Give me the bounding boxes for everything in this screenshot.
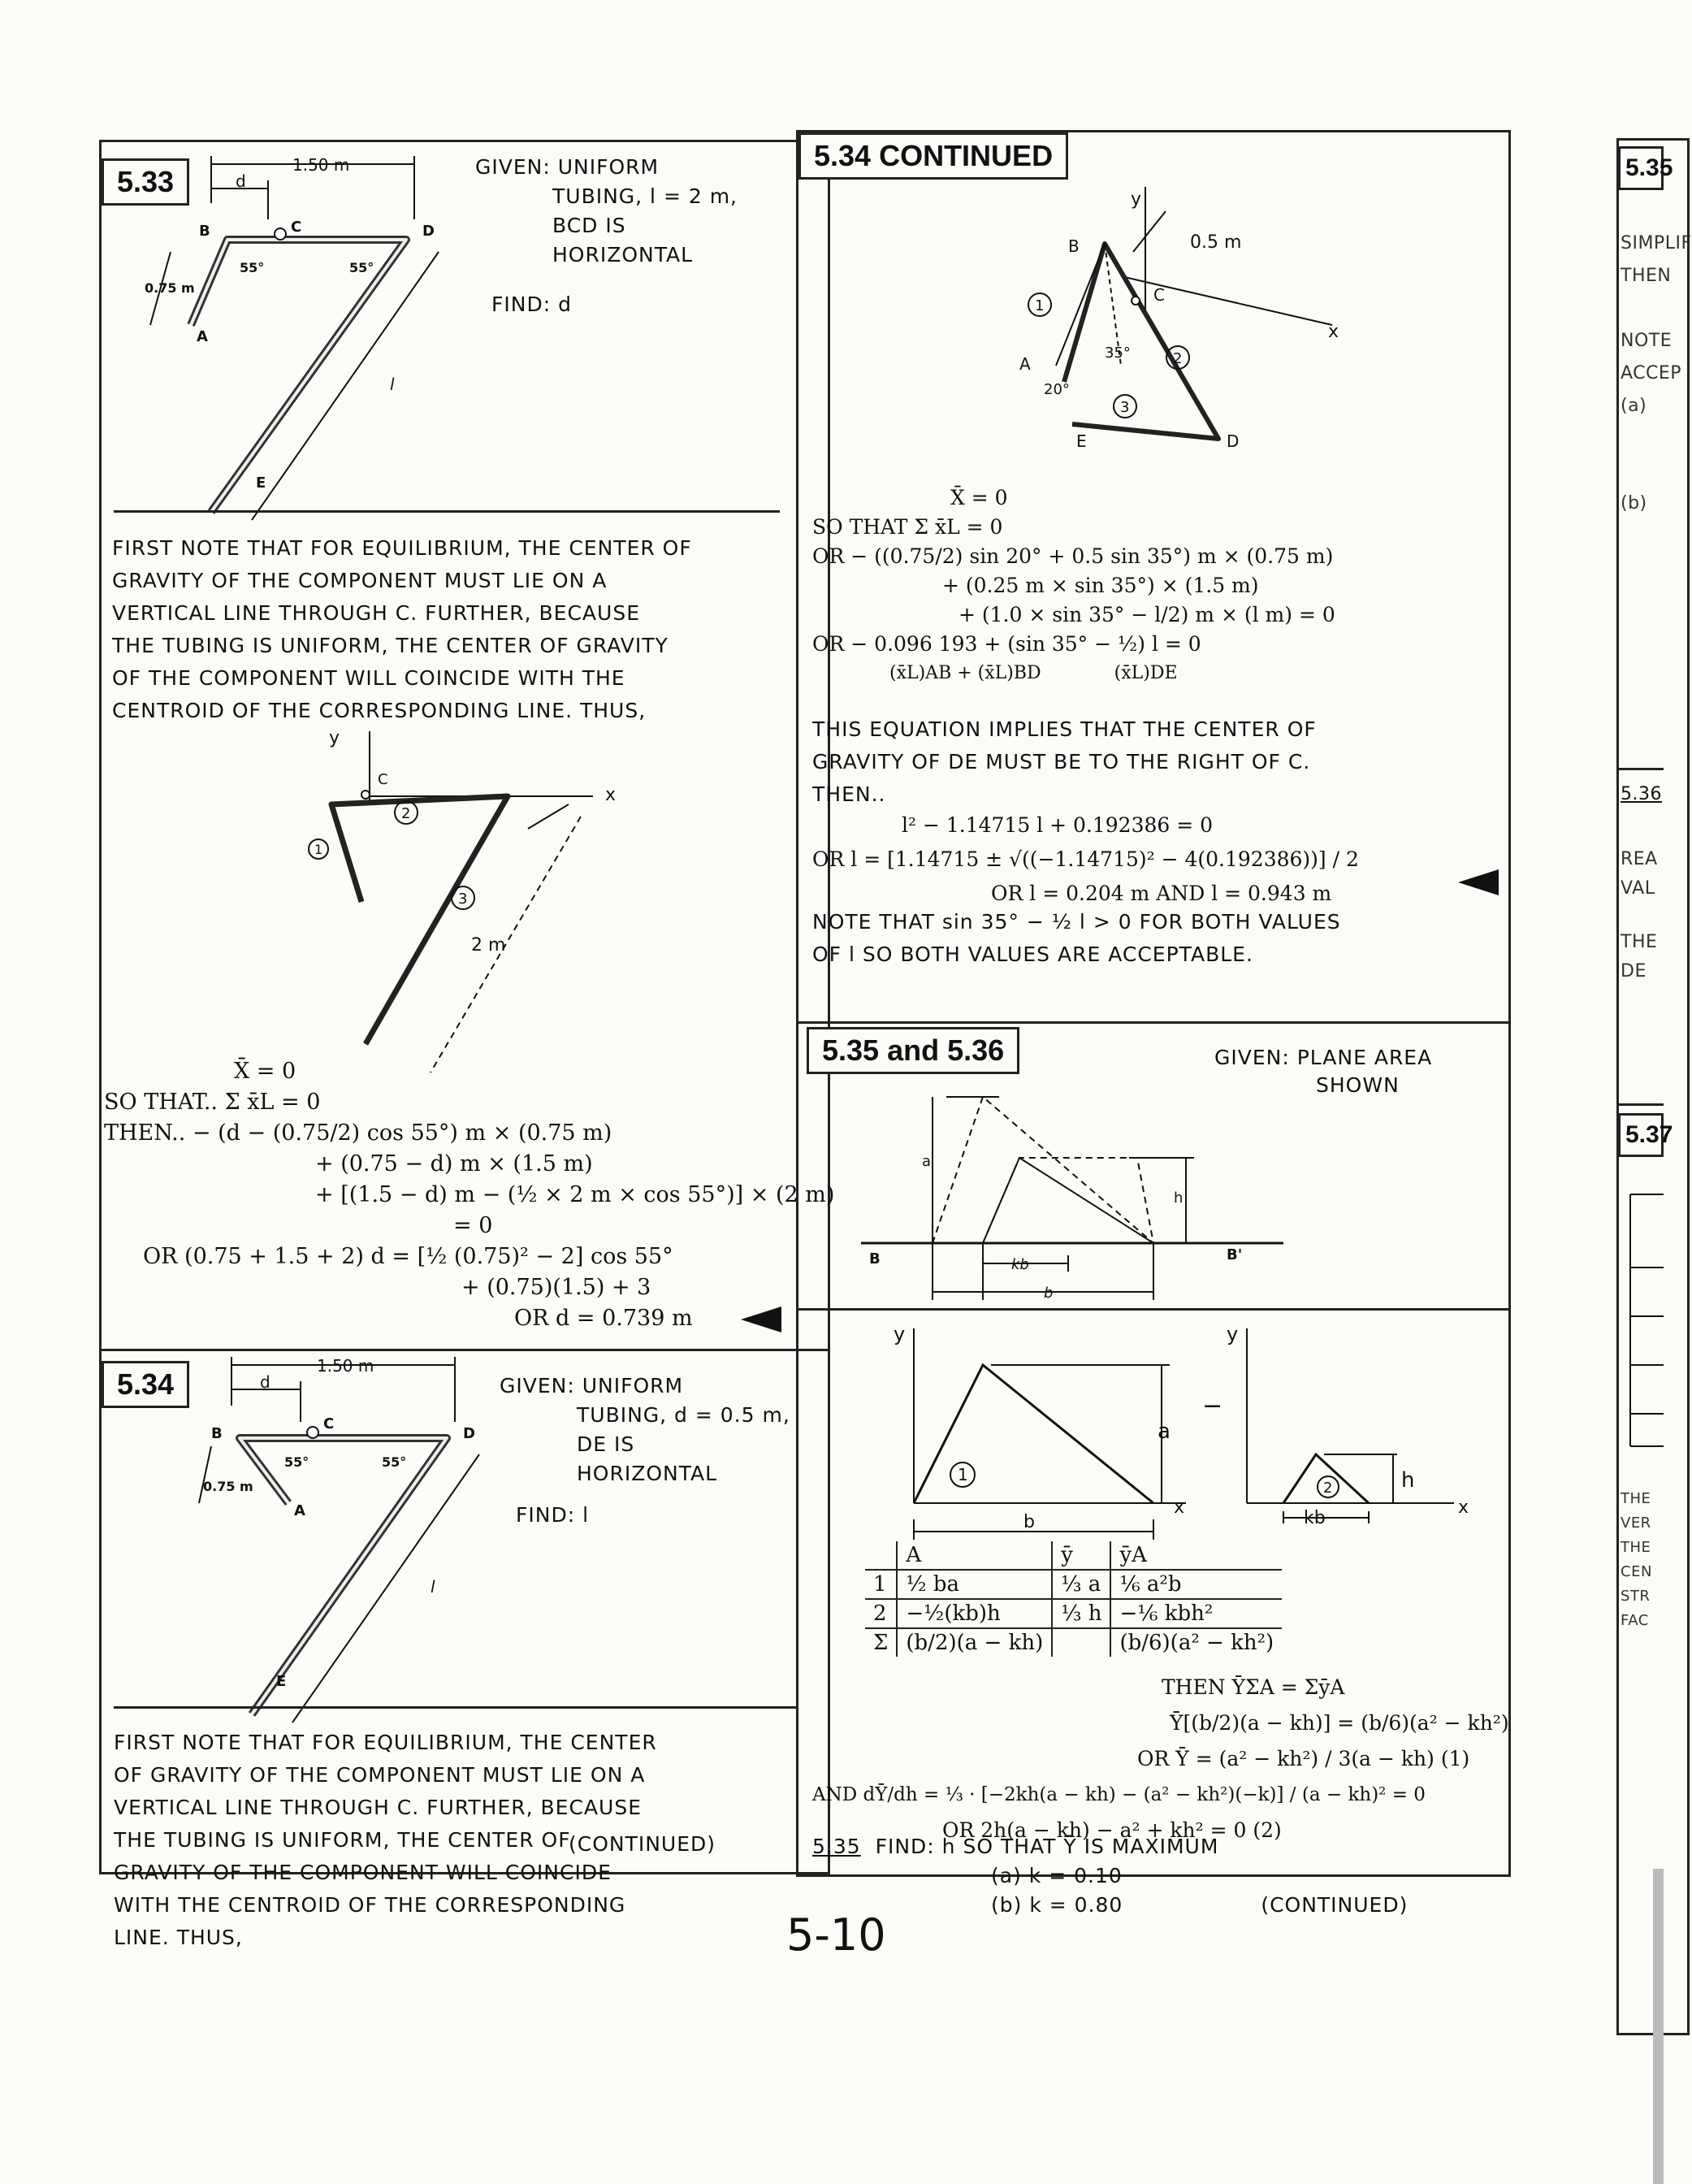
fig534c-C: C — [1153, 285, 1165, 305]
answer-marker-5-34 — [1458, 869, 1499, 895]
divider-534c-535 — [796, 1021, 1511, 1024]
fig534-ang1: 55° — [284, 1454, 309, 1470]
fig534c-ang20: 20° — [1044, 381, 1070, 398]
fig535b-y1: y — [894, 1323, 906, 1346]
fig533-D: D — [422, 223, 435, 240]
fig535b-minus: − — [1202, 1392, 1223, 1420]
eqs-5-34-continued: X̄ = 0 SO THAT Σ x̄L = 0 OR − ((0.75/2) sin 20° + 0.5 sin 35°) m × (0.75 m) + (0.25 m × sin 35°) × (1.5 m) + (1.0 × sin 35° − l/2) m × (l m) = 0 OR − 0.096 193 + (sin 35° − ½) l = 0 (x̄L)AB + (x̄L)BD (x̄L)DE — [812, 486, 1335, 683]
given-5-35: GIVEN: PLANE AREA SHOWN — [1214, 1046, 1433, 1097]
given-5-33: GIVEN: UNIFORM TUBING, l = 2 m, BCD IS HORIZONTAL — [475, 155, 738, 266]
figure-5-35-decomposition — [861, 1324, 1511, 1536]
fig535-a: a — [922, 1153, 932, 1170]
table-row: 1 ½ ba ⅓ a ⅙ a²b — [865, 1570, 1282, 1599]
fig534c-A: A — [1019, 354, 1031, 374]
right-lines-c: THE VER THE CEN STR FAC — [1621, 1490, 1652, 1629]
fig534c-y: y — [1131, 189, 1142, 210]
problem-label-5-37-right: 5.37 — [1618, 1113, 1664, 1157]
answer-marker-5-33 — [741, 1306, 781, 1332]
fig533c-x: x — [605, 785, 617, 805]
right-figure-5-37 — [1621, 1178, 1664, 1454]
fig534-l: l — [431, 1577, 435, 1597]
fig535b-y2: y — [1227, 1323, 1239, 1346]
table-row: A ȳ ȳA — [865, 1541, 1282, 1570]
fig533c-n2: 2 — [401, 805, 411, 822]
fig535b-x1: x — [1174, 1497, 1185, 1518]
fig535-kb: kb — [1011, 1256, 1029, 1273]
fig535-b: b — [1044, 1285, 1054, 1302]
page-number: 5-10 — [786, 1909, 886, 1961]
rule-5-34 — [114, 1706, 796, 1709]
figure-5-34 — [195, 1357, 504, 1722]
fig534-len-top: 1.50 m — [317, 1356, 374, 1376]
find-5-33: FIND: d — [491, 292, 572, 316]
fig535b-kb: kb — [1304, 1508, 1326, 1528]
text-5-34-continued: THIS EQUATION IMPLIES THAT THE CENTER OF GRAVITY OF DE MUST BE TO THE RIGHT OF C. THEN.. — [812, 717, 1317, 806]
fig535-h: h — [1174, 1190, 1184, 1207]
fig534c-x: x — [1328, 322, 1339, 342]
eqs-5-35: THEN ȲΣA = ΣȳA Ȳ[(b/2)(a − kh)] = (b/6)(a² − kh²) OR Ȳ = (a² − kh²) / 3(a − kh) (1) AND dȲ/dh = ⅓ · [−2kh(a − kh) − (a² − kh²)(−k)] / (a − kh)² = 0 OR 2h(a − kh) − a² + kh² = 0 (2) — [812, 1675, 1509, 1842]
fig535-B: B — [869, 1250, 881, 1268]
fig533c-len: 2 m — [471, 935, 506, 956]
problem-label-5-34-continued: 5.34 CONTINUED — [798, 132, 1068, 180]
fig535b-a: a — [1158, 1419, 1171, 1444]
text-5-34: FIRST NOTE THAT FOR EQUILIBRIUM, THE CENTER OF GRAVITY OF THE COMPONENT MUST LIE ON A VERTICAL LINE THROUGH C. FURTHER, BECAUSE THE TUBING IS UNIFORM, THE CENTER OF GRAVITY OF THE COMPONENT WILL COINCIDE WITH THE CENTROID OF THE CORRESPONDING LINE. THUS, — [114, 1731, 657, 1949]
fig535b-n2: 2 — [1323, 1480, 1333, 1497]
fig533-l: l — [390, 375, 395, 394]
rule-5-33 — [114, 510, 780, 513]
fig534-D: D — [463, 1425, 475, 1442]
fig534c-E: E — [1076, 431, 1087, 451]
fig535-B2: B' — [1227, 1246, 1243, 1263]
fig534-B: B — [211, 1425, 223, 1442]
problem-label-5-35-and-5-36: 5.35 and 5.36 — [807, 1027, 1019, 1074]
right-rule-2 — [1616, 1103, 1664, 1106]
figure-5-34-continued — [1007, 187, 1348, 479]
problem-label-5-33: 5.33 — [102, 158, 189, 206]
fig533-len-top: 1.50 m — [292, 155, 350, 175]
fig533c-n1: 1 — [314, 842, 323, 857]
right-lines-b: REA VAL THE DE — [1621, 849, 1658, 982]
text-5-33: FIRST NOTE THAT FOR EQUILIBRIUM, THE CENTER OF GRAVITY OF THE COMPONENT MUST LIE ON A VERTICAL LINE THROUGH C. FURTHER, BECAUSE THE TUBING IS UNIFORM, THE CENTER OF GRAVITY OF THE COMPONENT WILL COINCIDE WITH THE CENTROID OF THE CORRESPONDING LINE. THUS, — [112, 536, 692, 722]
fig533-ang1: 55° — [240, 260, 265, 275]
fig533-len-ab: 0.75 m — [145, 280, 195, 296]
fig534c-D: D — [1227, 431, 1240, 451]
table-row: 2 −½(kb)h ⅓ h −⅙ kbh² — [865, 1599, 1282, 1628]
fig533c-y: y — [329, 728, 340, 748]
find-5-34: FIND: l — [516, 1503, 590, 1527]
fig534-A: A — [294, 1502, 305, 1519]
fig534c-n1: 1 — [1035, 297, 1045, 314]
fig535b-h: h — [1401, 1468, 1415, 1493]
fig534-len-ab: 0.75 m — [203, 1479, 253, 1494]
fig534c-n3: 3 — [1120, 399, 1130, 416]
fig533-ang2: 55° — [349, 260, 374, 275]
fig535b-b: b — [1023, 1512, 1035, 1532]
eqs2-5-34-continued: l² − 1.14715 l + 0.192386 = 0 OR l = [1.14715 ± √((−1.14715)² − 4(0.192386))] / 2 OR l = 0.204 m AND l = 0.943 m — [812, 813, 1359, 905]
fig534-C: C — [323, 1415, 335, 1432]
table-row: Σ (b/2)(a − kh) (b/6)(a² − kh²) — [865, 1628, 1282, 1657]
fig533-C: C — [291, 219, 302, 236]
continued-5-34: (CONTINUED) — [569, 1832, 716, 1856]
fig534c-len: 0.5 m — [1190, 232, 1242, 253]
fig533-d: d — [236, 171, 246, 191]
problem-label-5-35-right: 5.35 — [1618, 146, 1664, 190]
right-rule-1 — [1616, 768, 1664, 770]
centroid-table — [865, 1541, 1282, 1657]
figure-5-35-plane-area — [845, 1089, 1300, 1316]
fig533c-n3: 3 — [458, 890, 468, 908]
fig535b-x2: x — [1458, 1497, 1469, 1518]
fig534c-ang35: 35° — [1105, 344, 1131, 362]
figure-5-33-centroid — [301, 728, 674, 1081]
figure-5-33 — [146, 154, 455, 520]
fig534-ang2: 55° — [382, 1454, 407, 1470]
problem-label-5-34: 5.34 — [102, 1361, 189, 1408]
fig534c-B: B — [1068, 236, 1080, 256]
fig534-E: E — [276, 1673, 287, 1690]
find-5-35: 5.35 FIND: h SO THAT Ȳ IS MAXIMUM (a) k = 0.10 (b) k = 0.80 (CONTINUED) — [812, 1835, 1409, 1917]
fig533-B: B — [199, 223, 210, 240]
binding-shadow — [1653, 1869, 1664, 2184]
fig534c-n2: 2 — [1173, 350, 1183, 367]
fig533-A: A — [197, 328, 208, 345]
fig533-E: E — [256, 474, 266, 492]
right-lines-a: SIMPLIF THEN NOTE ACCEP (a) (b) — [1621, 233, 1692, 514]
given-5-34: GIVEN: UNIFORM TUBING, d = 0.5 m, DE IS HORIZONTAL — [500, 1374, 790, 1485]
divider-533-534 — [99, 1349, 830, 1351]
eqs-5-33: X̄ = 0 SO THAT.. Σ x̄L = 0 THEN.. − (d − (0.75/2) cos 55°) m × (0.75 m) + (0.75 − d) m × (1.5 m) + [(1.5 − d) m − (½ × 2 m × cos 55°)] × (2 m) = 0 OR (0.75 + 1.5 + 2) d = [½ (0.75)² − 2] cos 55° + (0.75)(1.5) + 3 OR d = 0.739 m — [104, 1059, 835, 1331]
fig534-d: d — [260, 1372, 270, 1392]
problem-label-5-36-right: 5.36 — [1621, 784, 1662, 804]
fig533c-c: C — [378, 771, 388, 788]
fig535b-n1: 1 — [958, 1465, 968, 1484]
note-5-34-continued: NOTE THAT sin 35° − ½ l > 0 FOR BOTH VALUES OF l SO BOTH VALUES ARE ACCEPTABLE. — [812, 910, 1341, 966]
